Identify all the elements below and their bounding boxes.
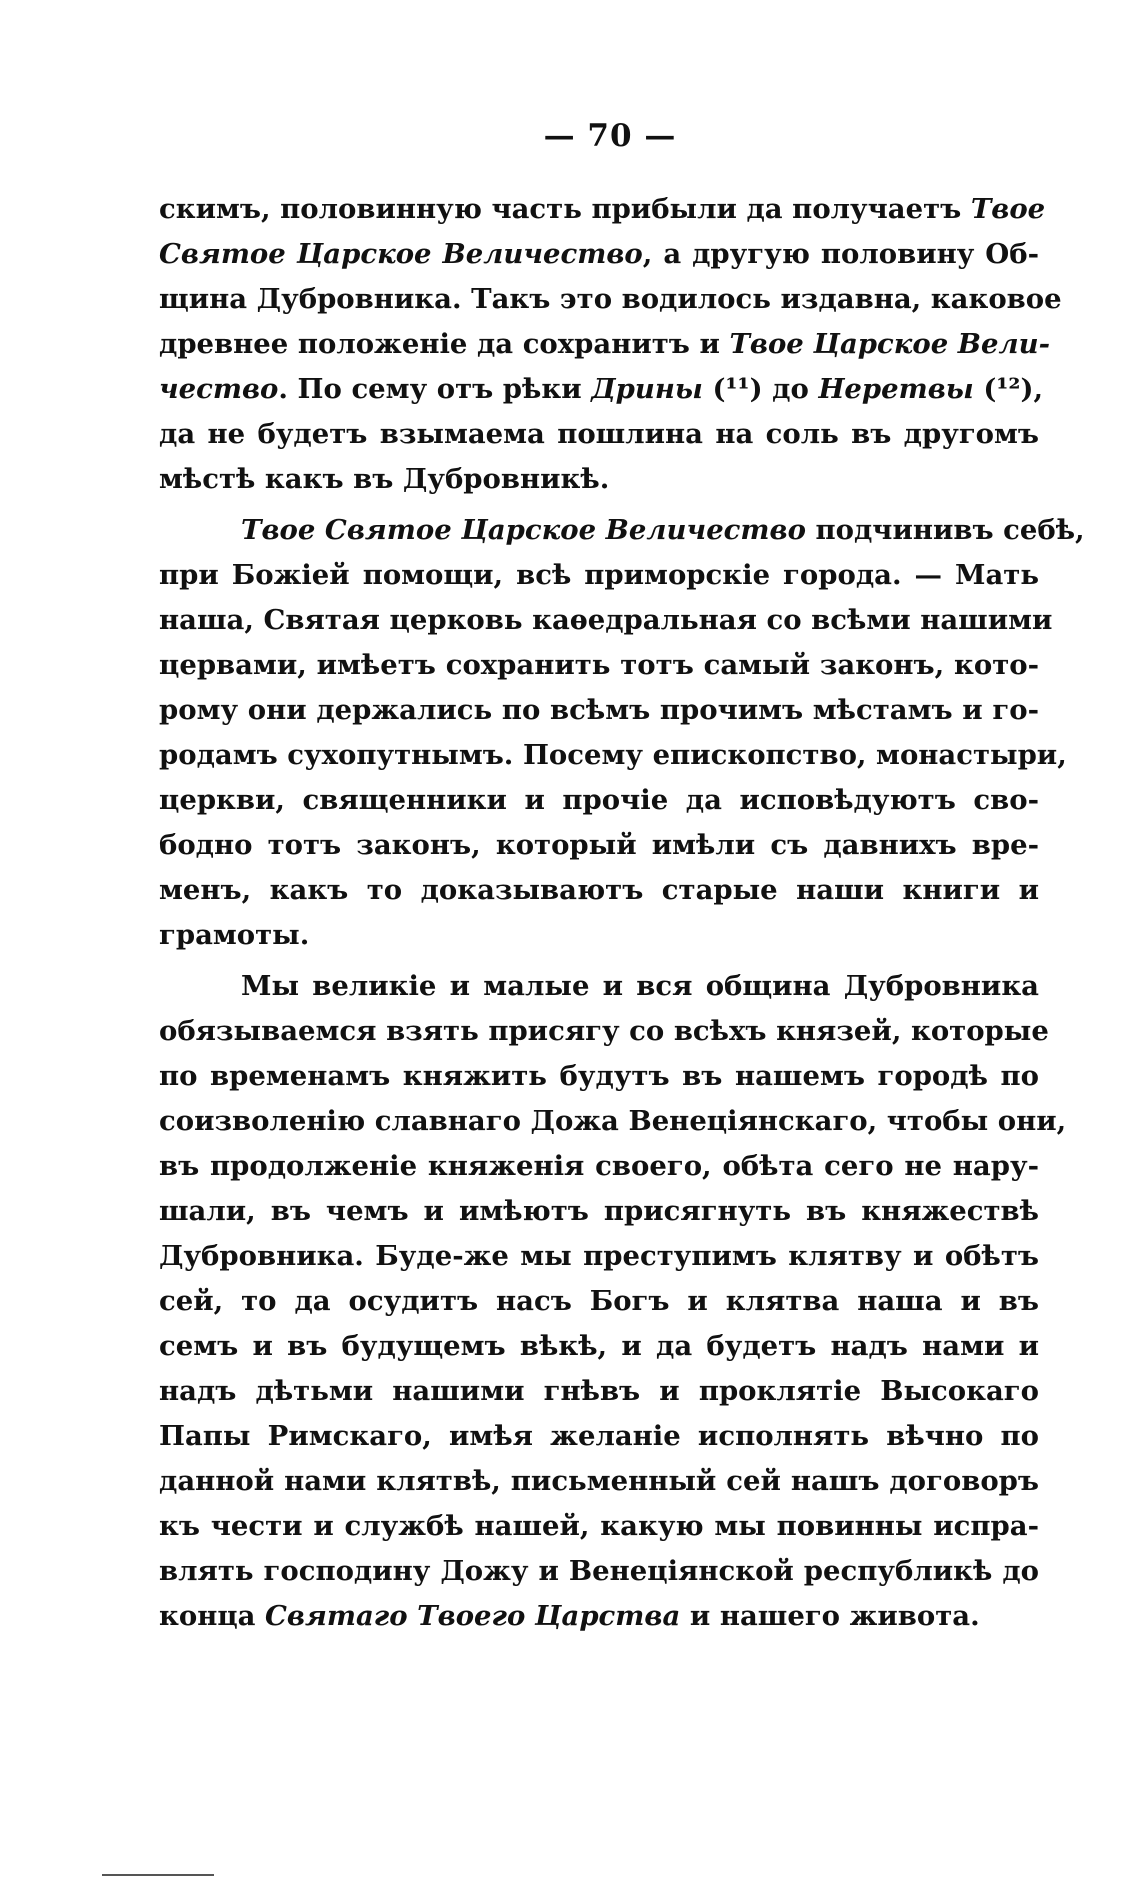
text-line [159, 1009, 1049, 1054]
text-segment: влять господину Дожу и Венеціянской республикѣ до [159, 1555, 1039, 1587]
text-line [159, 277, 1062, 322]
italic-segment: Святаго Твоего Царства [265, 1600, 681, 1632]
text-line [159, 1459, 1039, 1504]
text-line [159, 322, 1051, 367]
text-segment: обязываемся взять присягу со всѣхъ князей, которые [159, 1015, 1049, 1047]
text-segment: Дубровника. Буде-же мы преступимъ клятву и обѣтъ [159, 1240, 1039, 1272]
text-segment: къ чести и службѣ нашей, какую мы повинны испра- [159, 1510, 1039, 1542]
text-segment: , а другую половину Об- [642, 238, 1039, 270]
text-line [159, 187, 1046, 232]
text-line [159, 1594, 1039, 1639]
text-line [159, 643, 1039, 688]
text-segment: (¹²), [973, 373, 1044, 405]
text-segment: родамъ сухопутнымъ. Посему епископство, монастыри, [159, 739, 1067, 771]
text-line [159, 232, 1039, 277]
text-segment: сей, то да осудитъ насъ Богъ и клятва наша и въ [159, 1285, 1039, 1317]
text-segment: при Божіей помощи, всѣ приморскіе города. — Мать [159, 559, 1039, 591]
text-segment: данной нами клятвѣ, письменный сей нашъ договоръ [159, 1465, 1039, 1497]
text-line [159, 553, 1039, 598]
text-line [159, 508, 1085, 553]
text-line [159, 913, 1039, 958]
text-line [159, 1549, 1039, 1594]
text-line [159, 598, 1053, 643]
text-line [159, 1144, 1039, 1189]
text-segment: мѣстѣ какъ въ Дубровникѣ. [159, 463, 610, 495]
text-segment: древнее положеніе да сохранитъ и [159, 328, 730, 360]
text-segment: грамоты. [159, 919, 310, 951]
text-line [159, 1099, 1067, 1144]
text-line [159, 1234, 1039, 1279]
italic-segment: Твое Царское Вели- [729, 328, 1051, 360]
text-segment: менъ, какъ то доказываютъ старые наши книги и [159, 874, 1039, 906]
italic-segment: Неретвы [818, 373, 974, 405]
text-line [159, 1279, 1039, 1324]
italic-segment: Твое [970, 193, 1046, 225]
page-number: — 70 — [543, 118, 677, 154]
text-segment: соизволенію славнаго Дожа Венеціянскаго, чтобы они, [159, 1105, 1067, 1137]
italic-segment: Святое Царское Величество [159, 238, 643, 270]
text-segment: церкви, священники и прочіе да исповѣдуютъ сво- [159, 784, 1039, 816]
text-line [159, 1414, 1039, 1459]
text-segment: конца [159, 1600, 266, 1632]
text-segment: подчинивъ себѣ, [805, 514, 1085, 546]
text-line [159, 868, 1039, 913]
text-segment: въ продолженіе княженія своего, обѣта сего не нару- [159, 1150, 1039, 1182]
text-segment: семъ и въ будущемъ вѣкѣ, и да будетъ надъ нами и [159, 1330, 1039, 1362]
text-segment: шали, въ чемъ и имѣютъ присягнуть въ княжествѣ [159, 1195, 1039, 1227]
text-segment: бодно тотъ законъ, который имѣли съ давнихъ вре- [159, 829, 1039, 861]
text-line [159, 964, 1039, 1009]
text-line [159, 733, 1067, 778]
text-line [159, 688, 1039, 733]
text-segment: и нашего живота. [680, 1600, 980, 1632]
text-line [159, 1054, 1039, 1099]
text-segment: по временамъ княжить будутъ въ нашемъ городѣ по [159, 1060, 1039, 1092]
text-line [159, 412, 1039, 457]
text-segment: да не будетъ взымаема пошлина на соль въ другомъ [159, 418, 1039, 450]
text-segment: . По сему отъ рѣки [278, 373, 592, 405]
footer-rule [102, 1874, 214, 1876]
text-line [159, 778, 1039, 823]
italic-segment: чество [159, 373, 279, 405]
text-line [159, 1504, 1039, 1549]
text-line [159, 367, 1044, 412]
text-segment: скимъ, половинную часть прибыли да получаетъ [159, 193, 971, 225]
text-segment: щина Дубровника. Такъ это водилось издавна, каковое [159, 283, 1062, 315]
text-line [159, 457, 1039, 502]
text-line [159, 1324, 1039, 1369]
text-line [159, 823, 1039, 868]
italic-segment: Твое Святое Царское Величество [241, 514, 806, 546]
text-line [159, 1189, 1039, 1234]
italic-segment: Дрины [591, 373, 703, 405]
text-line [159, 1369, 1039, 1414]
body-text [159, 187, 1085, 1639]
text-segment: (¹¹) до [702, 373, 819, 405]
text-segment: Мы великіе и малые и вся община Дубровника [241, 970, 1039, 1002]
text-segment: Папы Римскаго, имѣя желаніе исполнять вѣчно по [159, 1420, 1039, 1452]
text-segment: надъ дѣтьми нашими гнѣвъ и проклятіе Высокаго [159, 1375, 1039, 1407]
text-segment: наша, Святая церковь каѳедральная со всѣми нашими [159, 604, 1053, 636]
text-segment: цервами, имѣетъ сохранить тотъ самый законъ, кото- [159, 649, 1039, 681]
text-segment: рому они держались по всѣмъ прочимъ мѣстамъ и го- [159, 694, 1039, 726]
